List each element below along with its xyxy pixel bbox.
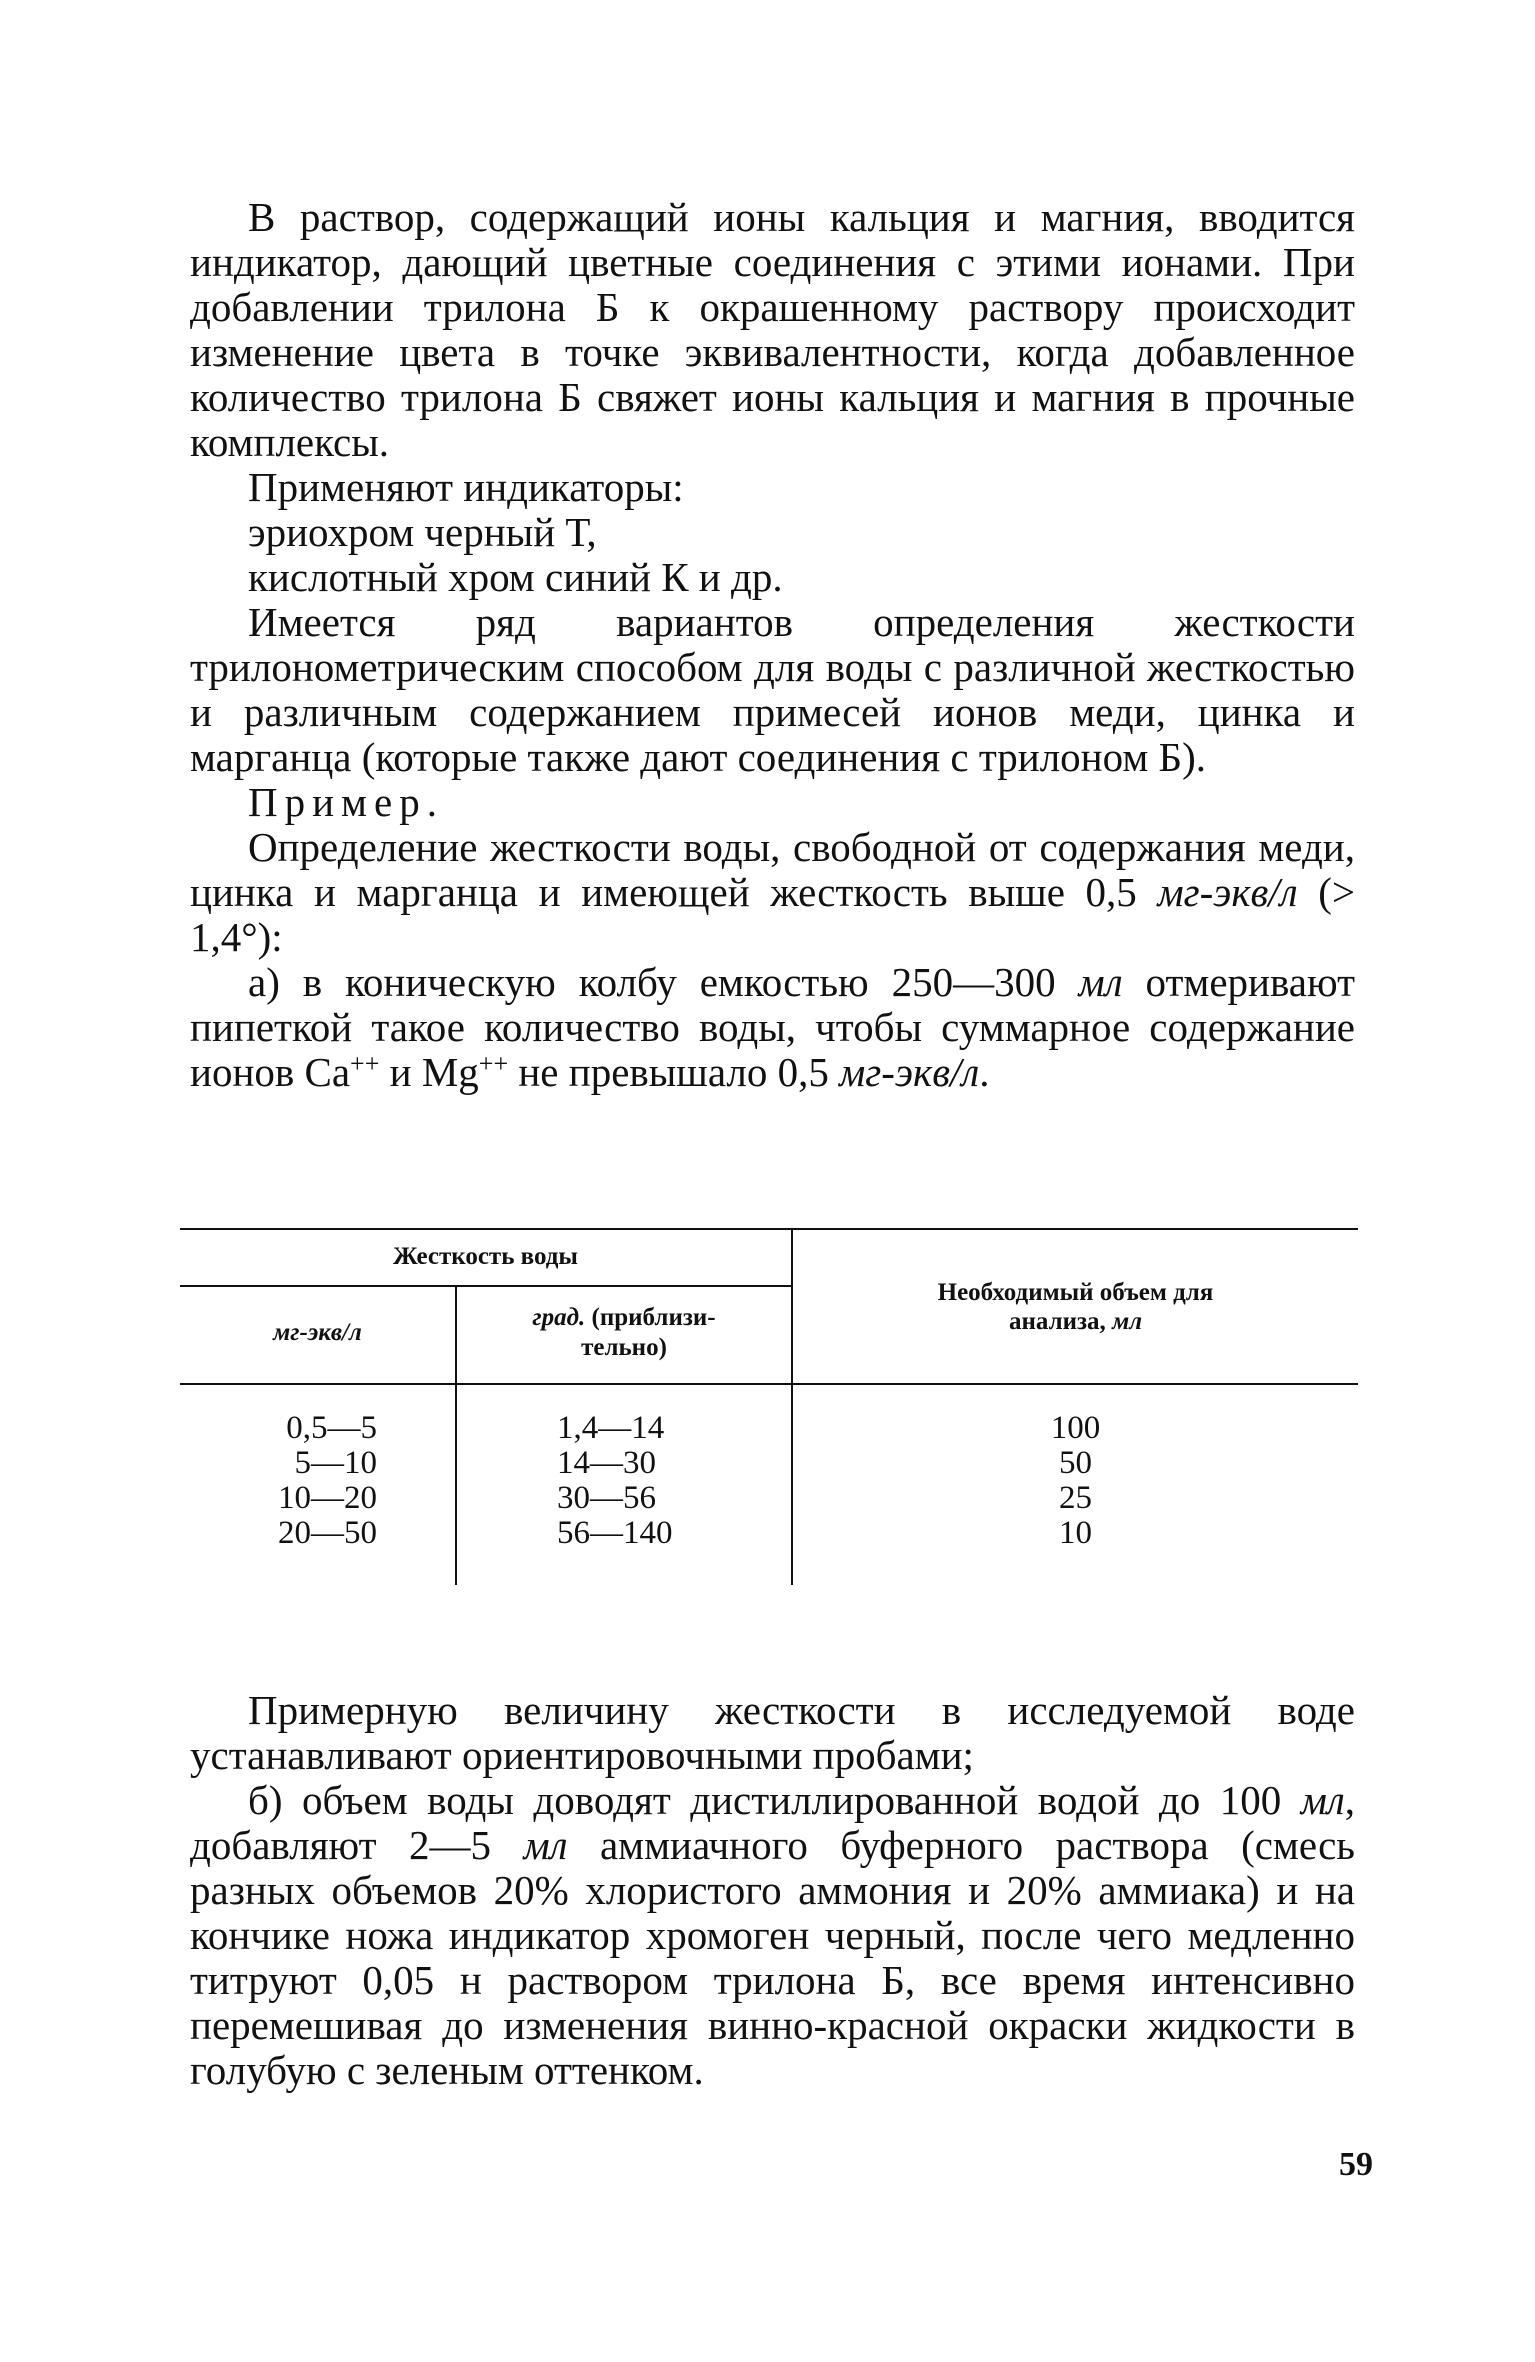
table-cell: 56—140 xyxy=(557,1515,673,1551)
superscript-charge: ++ xyxy=(350,1049,380,1078)
text-span: анализа, xyxy=(1008,1307,1113,1335)
column-volume xyxy=(792,1385,1358,1585)
col3-header xyxy=(792,1229,1358,1384)
unit-grad: град. xyxy=(532,1304,586,1331)
text-span: аммиачного буферного раствора (смесь разных объемов 20% хлористого аммония и 20% аммиака) и на кончике ножа индикатор хромоген черный, после чего медленно титруют 0,05 н раствором трилона Б, все время интенсивно перемешивая до изменения винно-красной окраски жидкости в голубую с зеленым оттенком. xyxy=(190,1822,1355,2093)
paragraph-step-b xyxy=(190,1778,1355,2093)
text-span: , добавляют 2—5 xyxy=(190,1777,1355,1868)
unit-ml: мл xyxy=(1078,959,1123,1005)
indicator-item-2: кислотный хром синий К и др. xyxy=(248,554,783,600)
paragraph-example-definition xyxy=(190,825,1355,960)
unit-ml: мл xyxy=(523,1822,568,1868)
unit-ml: мл xyxy=(1112,1307,1143,1335)
col3-header-line2 xyxy=(794,1307,1357,1336)
upper-text-block xyxy=(190,195,1355,1095)
table-cell: 50 xyxy=(1059,1445,1092,1481)
column-mg-ekv xyxy=(180,1385,456,1585)
paragraph-approximate-value: Примерную величину жесткости в исследуемой воде устанавливают ориентировочными пробами; xyxy=(190,1687,1355,1778)
table-cell: 20—50 xyxy=(278,1515,377,1551)
table-cell: 10—20 xyxy=(278,1480,377,1516)
text-span: а) в коническую колбу емкостью 250—300 xyxy=(248,959,1079,1005)
lower-text-block xyxy=(190,1688,1355,2093)
table-cell: 0,5—5 xyxy=(286,1410,377,1446)
text-span: и Mg xyxy=(379,1049,479,1095)
paragraph-step-a xyxy=(190,960,1355,1095)
paragraph-variants: Имеется ряд вариантов определения жесткости трилонометрическим способом для воды с различной жесткостью и различным содержанием примесей ионов меди, цинка и марганца (которые также дают соединения с трилоном Б). xyxy=(190,599,1355,780)
text-span: не превышало 0,5 xyxy=(508,1049,840,1095)
table-cell: 100 xyxy=(1050,1410,1101,1446)
col2-header-line1 xyxy=(458,1303,790,1333)
text-span: Определение жесткости воды, свободной от содержания меди, цинка и марганца и имеющей жесткость выше 0,5 xyxy=(190,824,1355,915)
column-grad xyxy=(456,1385,792,1585)
col1-header: мг-экв/л xyxy=(180,1286,456,1384)
col2-header xyxy=(456,1286,792,1384)
page-number: 59 xyxy=(1339,2146,1373,2183)
indicator-item-1: эриохром черный Т, xyxy=(248,509,597,555)
col2-header-line2: тельно) xyxy=(581,1334,667,1361)
table-cell: 30—56 xyxy=(557,1480,656,1516)
col3-header-line1: Необходимый объем для xyxy=(937,1278,1214,1306)
table-cell: 5—10 xyxy=(294,1445,377,1481)
table-cell: 1,4—14 xyxy=(557,1410,665,1446)
text-span: отмеривают пипеткой такое количество воды, чтобы суммарное содержание ионов Ca xyxy=(190,959,1356,1095)
group-header: Жесткость воды xyxy=(180,1229,792,1286)
unit-mg-ekv: мг-экв/л xyxy=(839,1049,980,1095)
table-cell: 10 xyxy=(1059,1515,1092,1551)
hardness-table xyxy=(180,1228,1358,1585)
table-cell: 25 xyxy=(1059,1480,1092,1516)
text-span: (> 1,4°): xyxy=(190,869,1355,960)
table-cell: 14—30 xyxy=(557,1445,656,1481)
paragraph-method-description: В раствор, содержащий ионы кальция и магния, вводится индикатор, дающий цветные соединения с этими ионами. При добавлении трилона Б к окрашенному раствору происходит изменение цвета в точке эквивалентности, когда добавленное количество трилона Б свяжет ионы кальция и магния в прочные комплексы. xyxy=(190,194,1355,465)
text-span: . xyxy=(979,1049,990,1095)
example-heading: Пример. xyxy=(248,779,444,825)
text-span: (приблизи- xyxy=(585,1304,716,1331)
text-span: б) объем воды доводят дистиллированной водой до 100 xyxy=(248,1777,1301,1823)
unit-ml: мл xyxy=(1300,1777,1345,1823)
unit-mg-ekv: мг-экв/л xyxy=(1157,869,1298,915)
paragraph-indicators-intro: Применяют индикаторы: xyxy=(248,464,684,510)
superscript-charge: ++ xyxy=(478,1049,509,1078)
